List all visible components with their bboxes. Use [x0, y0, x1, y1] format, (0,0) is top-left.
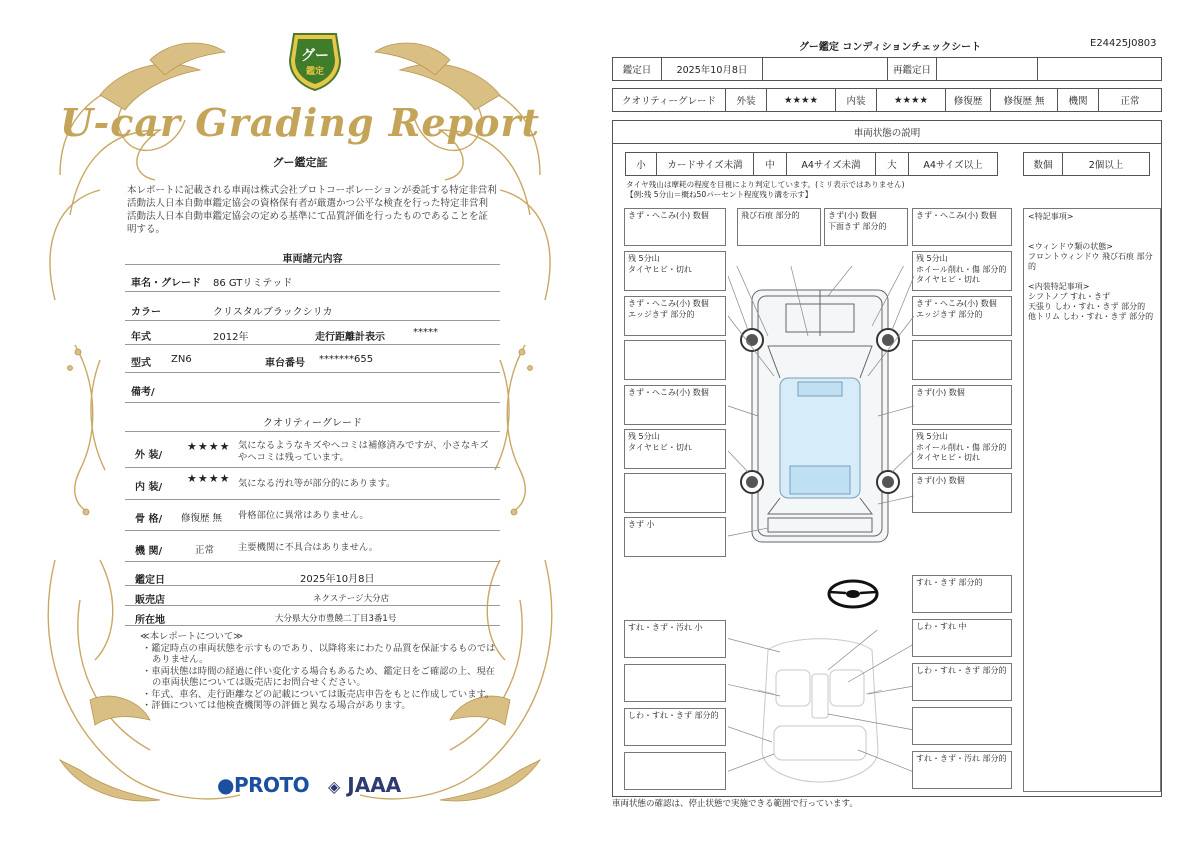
note-item: ・鑑定時点の車両状態を示すものであり、以降将来にわたり品質を保証するものではありません。 [142, 642, 496, 665]
note-item: ・車両状態は時間の経過に伴い変化する場合もあるため、鑑定日をご確認の上、現在の車両状態については販売店にお問合せください。 [142, 665, 495, 688]
interior-annotation-left [624, 752, 726, 790]
interior-value: ★★★★ [876, 88, 946, 112]
interior-annotation-right: しわ・すれ・きず 部分的 [912, 663, 1012, 701]
annotation-right: きず・へこみ(小) 数個 エッジきず 部分的 [912, 296, 1012, 336]
interior-label: 内装 [835, 88, 877, 112]
proto-logo-icon: ● [217, 773, 234, 797]
size-small: 小 [625, 152, 657, 176]
jaaa-logo-icon: ◈ [328, 777, 341, 796]
annotation-left: きず・へこみ(小) 数個 [624, 208, 726, 246]
date-blank [762, 57, 888, 81]
dealer-row: 販売店 ネクステージ大分店 [125, 588, 500, 606]
size-large: 大 [875, 152, 909, 176]
interior-annotation-left: すれ・きず・汚れ 小 [624, 620, 726, 658]
size-large-desc: A4サイズ以上 [908, 152, 998, 176]
appraisal-date-row: 鑑定日 2025年10月8日 [125, 566, 500, 586]
repair-value: 修復歴 無 [990, 88, 1058, 112]
certificate-statement: 本レポートに記載される車両は株式会社プロトコーポレーションが委託する特定非営利活動法人日本自動車鑑定協会の資格保有者が厳選かつ公平な検査を行った特定非営利活動法人日本自動車鑑定協会の定める基準にて品質評価を行ったものであることを証明する。 [127, 185, 497, 235]
spec-row-year: 年式 2012年 走行距離計表示 ***** [125, 323, 500, 345]
special-notes [1023, 208, 1161, 792]
annotation-right [912, 340, 1012, 380]
spec-heading: 車両諸元内容 [282, 254, 343, 265]
report-notes [140, 631, 500, 712]
annotation-right: きず(小) 数個 [912, 473, 1012, 513]
annotation-left: きず・へこみ(小) 数個 エッジきず 部分的 [624, 296, 726, 336]
annotation-right: きず(小) 数個 [912, 385, 1012, 425]
jaaa-logo: ◈ JAAA [328, 773, 402, 797]
quality-row-engine: 機 関/ 正常 主要機関に不具合はありません。 [125, 534, 500, 562]
special-title: <特記事項> [1028, 212, 1074, 221]
divider [125, 264, 500, 265]
quality-row-interior: 内 装/ ★★★★ 気になる汚れ等が部分的にあります。 [125, 470, 500, 500]
interior-annotation-right: すれ・きず・汚れ 部分的 [912, 751, 1012, 789]
annotation-right: 残 5分山 ホイール削れ・傷 部分的 タイヤヒビ・切れ [912, 429, 1012, 469]
reappraisal-value [936, 57, 1038, 81]
car-interior-diagram [728, 630, 912, 790]
condition-check-sheet [600, 0, 1200, 848]
quality-heading: クオリティーグレード [263, 418, 362, 429]
count-label: 数個 [1023, 152, 1063, 176]
notes-title: ≪本レポートについて≫ [140, 631, 243, 642]
repair-label: 修復歴 [945, 88, 991, 112]
certificate-heading: グー鑑定証 [272, 156, 328, 169]
exterior-label: 外装 [725, 88, 767, 112]
special-interior-title: <内装特記事項> [1028, 282, 1090, 291]
divider [125, 431, 500, 432]
reappraisal-label: 再鑑定日 [887, 57, 937, 81]
annotation-top: きず(小) 数個 下面きず 部分的 [824, 208, 908, 246]
tire-note: タイヤ残山は摩耗の程度を目視により判定しています。(ミリ表示ではありません) 【例:残 5分山＝概ね50パーセント程度残り溝を示す】 [626, 180, 905, 199]
special-window-title: <ウィンドウ類の状態> [1028, 242, 1113, 251]
engine-label: 機関 [1057, 88, 1099, 112]
proto-logo: ●PROTO [217, 773, 310, 797]
grade-label: クオリティーグレード [612, 88, 726, 112]
date-label: 鑑定日 [612, 57, 662, 81]
engine-value: 正常 [1098, 88, 1162, 112]
special-window: フロントウィンドウ 飛び石痕 部分的 [1028, 252, 1153, 271]
quality-row-exterior: 外 装/ ★★★★ [125, 434, 500, 468]
annotation-left [624, 340, 726, 380]
annotation-left: きず 小 [624, 517, 726, 557]
special-interior-item: シフトノブ すれ・きず [1028, 292, 1111, 301]
svg-text:鑑定: 鑑定 [305, 67, 325, 77]
size-mid: 中 [753, 152, 787, 176]
annotation-right: きず・へこみ(小) 数個 [912, 208, 1012, 246]
spec-row-remarks: 備考/ [125, 376, 500, 403]
interior-annotation-right: しわ・すれ 中 [912, 619, 1012, 657]
spec-row-name: 車名・グレード 86 GTリミテッド [125, 268, 500, 292]
car-exterior-diagram [728, 266, 914, 556]
date-value: 2025年10月8日 [661, 57, 763, 81]
interior-annotation-right [912, 707, 1012, 745]
exterior-description: 気になるようなキズやヘコミは補修済みですが、小さなキズやヘコミは残っています。 [238, 440, 489, 463]
note-item: ・年式、車名、走行距離などの記載については販売店申告をもとに作成しています。 [142, 688, 495, 700]
goo-appraisal-badge-icon [286, 30, 344, 92]
sheet-id: E24425J0803 [1090, 38, 1157, 49]
report-title: U-car Grading Report [59, 100, 541, 145]
annotation-top: 飛び石痕 部分的 [737, 208, 821, 246]
spec-row-color: カラー クリスタルブラックシリカ [125, 295, 500, 321]
special-interior-item: 他トリム しわ・すれ・きず 部分的 [1028, 312, 1154, 321]
count-desc: 2個以上 [1062, 152, 1150, 176]
size-small-desc: カードサイズ未満 [656, 152, 754, 176]
annotation-left: きず・へこみ(小) 数個 [624, 385, 726, 425]
size-mid-desc: A4サイズ未満 [786, 152, 876, 176]
exterior-value: ★★★★ [766, 88, 836, 112]
condition-heading: 車両状態の説明 [612, 120, 1162, 144]
annotation-left: 残 5分山 タイヤヒビ・切れ [624, 251, 726, 291]
interior-annotation-left [624, 664, 726, 702]
interior-annotation-right: すれ・きず 部分的 [912, 575, 1012, 613]
svg-text:グー: グー [301, 48, 329, 64]
reappraisal-blank [1037, 57, 1162, 81]
annotation-left: 残 5分山 タイヤヒビ・切れ [624, 429, 726, 469]
spec-row-model: 型式 ZN6 車台番号 *******655 [125, 347, 500, 373]
steering-wheel-icon [826, 578, 880, 610]
interior-annotation-left: しわ・すれ・きず 部分的 [624, 708, 726, 746]
quality-row-frame: 骨 格/ 修復歴 無 骨格部位に異常はありません。 [125, 503, 500, 531]
note-item: ・評価については他検査機関等の評価と異なる場合があります。 [142, 700, 411, 711]
annotation-left [624, 473, 726, 513]
footnote: 車両状態の確認は、停止状態で実施できる範囲で行っています。 [612, 799, 858, 809]
sheet-title: グー鑑定 コンディションチェックシート [798, 42, 982, 53]
annotation-right: 残 5分山 ホイール削れ・傷 部分的 タイヤヒビ・切れ [912, 251, 1012, 291]
special-interior-item: 天張り しわ・すれ・きず 部分的 [1028, 302, 1146, 311]
address-row: 所在地 大分県大分市豊饒二丁目3番1号 [125, 608, 500, 626]
